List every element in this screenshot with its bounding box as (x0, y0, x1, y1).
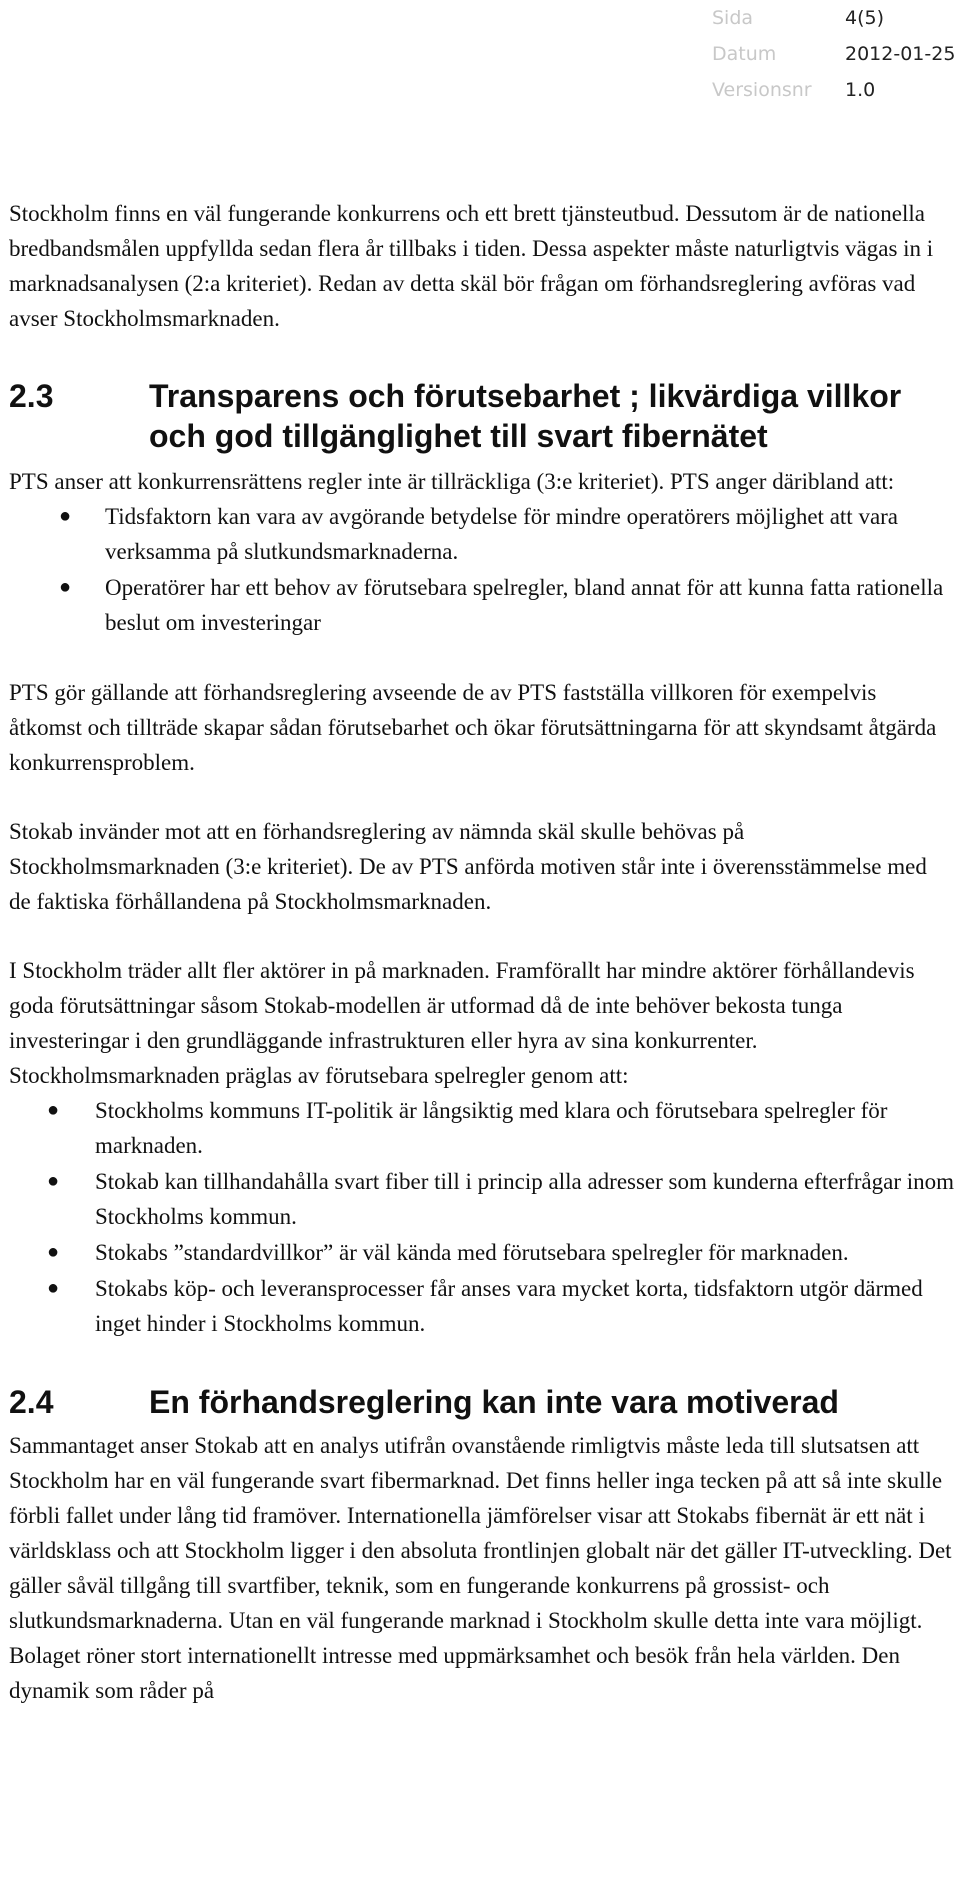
header-page-row (712, 0, 960, 36)
header-version-value: 1.0 (845, 79, 876, 101)
list-item (9, 570, 954, 640)
section-title: En förhandsreglering kan inte vara motiverad (149, 1384, 839, 1420)
header-page-value: 4(5) (845, 7, 885, 29)
paragraph-4: Stokab invänder mot att en förhandsreglering av nämnda skäl skulle behövas på Stockholmsmarknaden (3:e kriteriet). De av PTS anförda motiven står inte i överensstämmelse med de faktiska förhållandena på Stockholmsmarknaden. (9, 819, 927, 914)
section-heading-2-3 (9, 376, 954, 456)
document-body (9, 196, 954, 1708)
bullet-list-1 (9, 499, 954, 640)
header-page-label: Sida (712, 7, 754, 29)
header-date-label: Datum (712, 43, 777, 65)
section-title: Transparens och förutsebarhet ; likvärdiga villkor och god tillgänglighet till svart fibernätet (149, 378, 902, 454)
bullet-icon: ● (47, 1170, 60, 1192)
bullet-icon: ● (47, 1099, 60, 1121)
bullet-icon: ● (47, 1241, 60, 1263)
section-number: 2.3 (9, 378, 54, 414)
list-item (9, 499, 954, 569)
list-item (9, 1271, 954, 1341)
document-header (712, 0, 960, 108)
list-item (9, 1235, 954, 1270)
header-version-label: Versionsnr (712, 79, 812, 101)
list-item-text: Operatörer har ett behov av förutsebara spelregler, bland annat för att kunna fatta rationella beslut om investeringar (105, 575, 944, 635)
paragraph-3: PTS gör gällande att förhandsreglering avseende de av PTS fastställa villkoren för exempelvis åtkomst och tillträde skapar sådan förutsebarhet och ökar förutsättningarna för att skyndsamt åtgärda konkurrensproblem. (9, 680, 937, 775)
list-item-text: Stokab kan tillhandahålla svart fiber till i princip alla adresser som kunderna efterfrågar inom Stockholms kommun. (95, 1169, 955, 1229)
paragraph-5: I Stockholm träder allt fler aktörer in på marknaden. Framförallt har mindre aktörer förhållandevis goda förutsättningar såsom Stokab-modellen är utformad då de inte behöver bekosta tunga investeringar i den grundläggande infrastrukturen eller hyra av sina konkurrenter. Stockholmsmarknaden präglas av förutsebara spelregler genom att: (9, 958, 915, 1088)
header-version-row (712, 72, 960, 108)
list-item-text: Tidsfaktorn kan vara av avgörande betydelse för mindre operatörers möjlighet att vara verksamma på slutkundsmarknaderna. (105, 504, 899, 564)
header-date-value: 2012-01-25 (845, 43, 956, 65)
list-item-text: Stokabs köp- och leveransprocesser får anses vara mycket korta, tidsfaktorn utgör därmed inget hinder i Stockholms kommun. (95, 1276, 923, 1336)
bullet-icon: ● (59, 576, 72, 598)
section-heading-2-4 (9, 1382, 954, 1422)
section-number: 2.4 (9, 1384, 54, 1420)
paragraph-2: PTS anser att konkurrensrättens regler inte är tillräckliga (3:e kriteriet). PTS anger däribland att: (9, 469, 895, 494)
bullet-list-2 (9, 1093, 954, 1341)
list-item-text: Stokabs ”standardvillkor” är väl kända med förutsebara spelregler för marknaden. (95, 1240, 849, 1265)
list-item-text: Stockholms kommuns IT-politik är långsiktig med klara och förutsebara spelregler för marknaden. (95, 1098, 888, 1158)
paragraph-1: Stockholm finns en väl fungerande konkurrens och ett brett tjänsteutbud. Dessutom är de nationella bredbandsmålen uppfyllda sedan flera år tillbaks i tiden. Dessa aspekter måste naturligtvis vägas in i marknadsanalysen (2:a kriteriet). Redan av detta skäl bör frågan om förhandsreglering avföras vad avser Stockholmsmarknaden. (9, 201, 934, 331)
paragraph-6: Sammantaget anser Stokab att en analys utifrån ovanstående rimligtvis måste leda till slutsatsen att Stockholm har en väl fungerande svart fibermarknad. Det finns heller inga tecken på att så inte skulle förbli fallet under lång tid framöver. Internationella jämförelser visar att Stokabs fibernät är ett nät i världsklass och att Stockholm ligger i den absoluta frontlinjen globalt när det gäller IT-utveckling. Det gäller såväl tillgång till svartfiber, teknik, som en fungerande konkurrens på grossist- och slutkundsmarknaderna. Utan en väl fungerande marknad i Stockholm skulle detta inte vara möjligt. Bolaget röner stort internationellt intresse med uppmärksamhet och besök från hela världen. Den dynamik som råder på (9, 1433, 952, 1703)
bullet-icon: ● (47, 1277, 60, 1299)
list-item (9, 1164, 954, 1234)
header-date-row (712, 36, 960, 72)
bullet-icon: ● (59, 505, 72, 527)
list-item (9, 1093, 954, 1163)
